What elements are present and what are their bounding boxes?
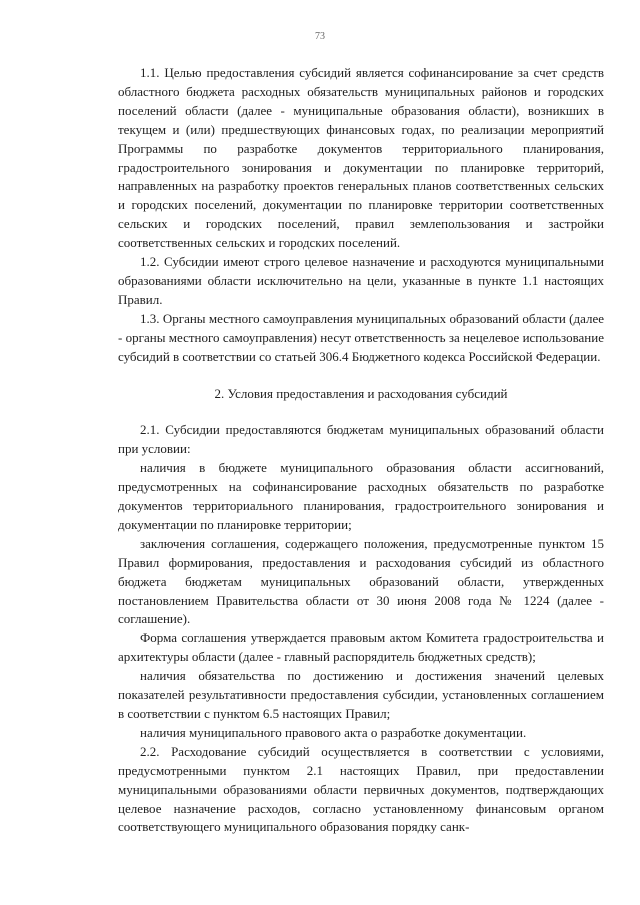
paragraph-1-2: 1.2. Субсидии имеют строго целевое назначение и расходуются муниципальными образованиями области исключительно на цели, указанные в пункте 1.1 настоящих Правил.: [118, 254, 604, 307]
paragraph-1-3: 1.3. Органы местного самоуправления муниципальных образований области (далее - органы местного самоуправления) несут ответственность за нецелевое использование субсидий в соответствии со статьей 306.4 Бюджетного кодекса Российской Федерации.: [118, 310, 604, 364]
paragraph-2-1-condition-2: заключения соглашения, содержащего положения, предусмотренные пунктом 15 Правил формирования, предоставления и расходования субсидий из областного бюджета бюджетам муниципальных образований области, утвержденных постановлением Правительства области от 30 июня 2008 года № 1224 (далее - соглашение).: [118, 535, 604, 627]
section-2-heading: 2. Условия предоставления и расходования субсидий: [214, 385, 508, 401]
page-number: 73: [315, 31, 325, 42]
paragraph-2-1-condition-3: наличия обязательства по достижению и достижения значений целевых показателей результативности предоставления субсидии, установленных соглашением в соответствии с пунктом 6.5 настоящих Правил;: [118, 668, 604, 721]
paragraph-2-2: 2.2. Расходование субсидий осуществляется в соответствии с условиями, предусмотренными пунктом 2.1 настоящих Правил, при предоставлении муниципальными образованиями области первичных документов, подтверждающих целевое назначение расходов, согласно установленному финансовым органом соответствующего муниципального образования порядку санк-: [118, 743, 604, 835]
paragraph-agreement-form: Форма соглашения утверждается правовым актом Комитета градостроительства и архитектуры области (далее - главный распорядитель бюджетных средств);: [118, 630, 604, 665]
paragraph-2-1-condition-1: наличия в бюджете муниципального образования области ассигнований, предусмотренных на софинансирование расходных обязательств по разработке документов территориального планирования, градостроительного зонирования и документации по планировке территории;: [118, 460, 604, 532]
paragraph-1-1: 1.1. Целью предоставления субсидий является софинансирование за счет средств областного бюджета расходных обязательств муниципальных районов и городских поселений области (далее - муниципальные образования области), возникших в текущем и (или) предшествующих финансовых годах, по реализации мероприятий Программы по разработке документов территориального планирования, градостроительного зонирования и документации по планировке территорий, направленных на разработку проектов генеральных планов соответственных сельских и городских поселений, документации по планировке территории соответственных сельских и городских поселений, правил землепользования и застройки соответственных сельских и городских поселений.: [118, 65, 604, 251]
paragraph-2-1: 2.1. Субсидии предоставляются бюджетам муниципальных образований области при условии:: [118, 422, 604, 457]
document-body: [118, 64, 604, 837]
paragraph-2-1-condition-4: наличия муниципального правового акта о разработке документации.: [140, 724, 527, 740]
